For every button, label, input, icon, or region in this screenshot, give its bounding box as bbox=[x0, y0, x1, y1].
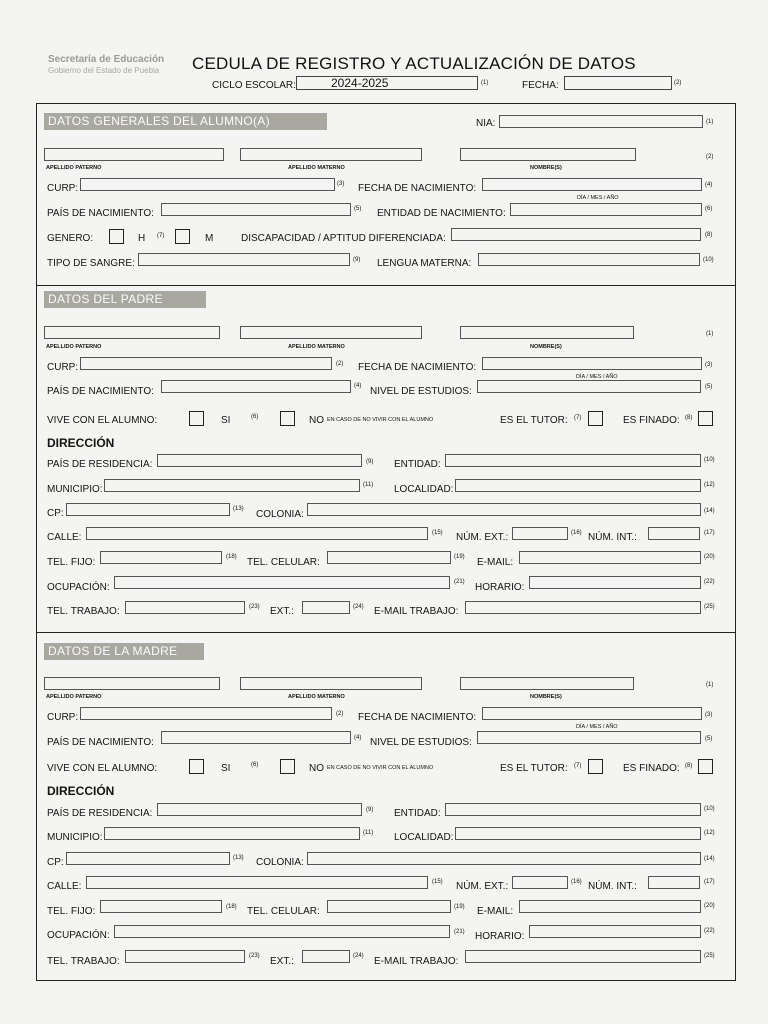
padre-municipio-field[interactable] bbox=[104, 479, 360, 492]
field-number: (5) bbox=[705, 384, 713, 390]
nombres-caption: NOMBRE(S) bbox=[530, 165, 562, 171]
cp-label: CP: bbox=[47, 857, 64, 868]
madre-num-int-field[interactable] bbox=[648, 876, 700, 889]
apellido-materno-caption: APELLIDO MATERNO bbox=[288, 344, 345, 350]
madre-ocupacion-field[interactable] bbox=[114, 925, 450, 938]
alumno-discapacidad-field[interactable] bbox=[451, 228, 701, 241]
fecha-format-caption: DÍA / MES / AÑO bbox=[577, 195, 619, 201]
field-number: (22) bbox=[704, 579, 715, 585]
madre-tel-fijo-field[interactable] bbox=[100, 900, 222, 913]
fecha-nacimiento-label: FECHA DE NACIMIENTO: bbox=[358, 362, 477, 373]
padre-vive-si-checkbox[interactable] bbox=[189, 411, 204, 426]
tel-celular-label: TEL. CELULAR: bbox=[247, 557, 320, 568]
field-number: (1) bbox=[706, 682, 714, 688]
section-divider-madre bbox=[36, 632, 736, 633]
madre-email-trabajo-field[interactable] bbox=[465, 950, 701, 963]
alumno-lengua-materna-field[interactable] bbox=[478, 253, 700, 266]
field-number: (2) bbox=[706, 154, 714, 160]
field-number: (23) bbox=[249, 604, 260, 610]
padre-entidad-field[interactable] bbox=[445, 454, 701, 467]
padre-localidad-field[interactable] bbox=[455, 479, 701, 492]
ciclo-number: (1) bbox=[481, 80, 489, 86]
fecha-field[interactable] bbox=[564, 76, 672, 90]
email-label: E-MAIL: bbox=[477, 557, 514, 568]
pais-residencia-label: PAÍS DE RESIDENCIA: bbox=[47, 808, 153, 819]
email-trabajo-label: E-MAIL TRABAJO: bbox=[374, 956, 459, 967]
padre-es-tutor-checkbox[interactable] bbox=[588, 411, 603, 426]
padre-email-trabajo-field[interactable] bbox=[465, 601, 701, 614]
alumno-section-banner: DATOS GENERALES DEL ALUMNO(A) bbox=[44, 113, 327, 130]
entidad-label: ENTIDAD: bbox=[394, 459, 441, 470]
field-number: (5) bbox=[705, 736, 713, 742]
padre-ext-field[interactable] bbox=[302, 601, 350, 614]
field-number: (12) bbox=[704, 830, 715, 836]
field-number: (21) bbox=[454, 929, 465, 935]
padre-nivel-estudios-field[interactable] bbox=[477, 380, 701, 393]
madre-localidad-field[interactable] bbox=[455, 827, 701, 840]
vive-con-alumno-label: VIVE CON EL ALUMNO: bbox=[47, 763, 158, 774]
num-ext-label: NÚM. EXT.: bbox=[456, 532, 509, 543]
curp-label: CURP: bbox=[47, 712, 79, 723]
alumno-entidad-nacimiento-field[interactable] bbox=[510, 203, 702, 216]
tipo-sangre-label: TIPO DE SANGRE: bbox=[47, 258, 135, 269]
vive-si-label: SI bbox=[221, 763, 231, 774]
madre-horario-field[interactable] bbox=[529, 925, 701, 938]
nivel-estudios-label: NIVEL DE ESTUDIOS: bbox=[370, 386, 472, 397]
field-number: (2) bbox=[336, 711, 344, 717]
apellido-paterno-caption: APELLIDO PATERNO bbox=[46, 344, 102, 350]
madre-municipio-field[interactable] bbox=[104, 827, 360, 840]
genero-h-checkbox[interactable] bbox=[109, 229, 124, 244]
no-vive-caption: EN CASO DE NO VIVIR CON EL ALUMNO bbox=[327, 765, 434, 771]
padre-es-finado-checkbox[interactable] bbox=[698, 411, 713, 426]
padre-pais-residencia-field[interactable] bbox=[157, 454, 362, 467]
field-number: (18) bbox=[226, 554, 237, 560]
pais-residencia-label: PAÍS DE RESIDENCIA: bbox=[47, 459, 153, 470]
vive-con-alumno-label: VIVE CON EL ALUMNO: bbox=[47, 415, 158, 426]
padre-num-ext-field[interactable] bbox=[512, 527, 568, 540]
field-number: (4) bbox=[705, 182, 713, 188]
padre-calle-field[interactable] bbox=[86, 527, 428, 540]
madre-tel-trabajo-field[interactable] bbox=[125, 950, 245, 963]
field-number: (6) bbox=[251, 762, 259, 768]
padre-horario-field[interactable] bbox=[529, 576, 701, 589]
field-number: (17) bbox=[704, 530, 715, 536]
alumno-apellido-materno-field[interactable] bbox=[240, 148, 422, 161]
email-label: E-MAIL: bbox=[477, 906, 514, 917]
section-divider-padre bbox=[36, 285, 736, 286]
padre-section-banner: DATOS DEL PADRE bbox=[44, 291, 206, 308]
field-number: (25) bbox=[704, 604, 715, 610]
field-number: (4) bbox=[354, 383, 362, 389]
colonia-label: COLONIA: bbox=[256, 509, 304, 520]
institution-logo bbox=[48, 54, 198, 75]
field-number: (17) bbox=[704, 879, 715, 885]
field-number: (16) bbox=[571, 530, 582, 536]
ciclo-escolar-label: CICLO ESCOLAR: bbox=[212, 80, 296, 91]
ext-label: EXT.: bbox=[270, 956, 294, 967]
field-number: (1) bbox=[706, 331, 714, 337]
field-number: (13) bbox=[233, 855, 244, 861]
tel-fijo-label: TEL. FIJO: bbox=[47, 557, 96, 568]
field-number: (16) bbox=[571, 879, 582, 885]
tel-trabajo-label: TEL. TRABAJO: bbox=[47, 606, 120, 617]
nia-field[interactable] bbox=[499, 115, 703, 128]
pais-nacimiento-label: PAÍS DE NACIMIENTO: bbox=[47, 208, 154, 219]
madre-pais-nacimiento-field[interactable] bbox=[161, 731, 351, 744]
tel-trabajo-label: TEL. TRABAJO: bbox=[47, 956, 120, 967]
es-finado-label: ES FINADO: bbox=[623, 763, 680, 774]
madre-tel-celular-field[interactable] bbox=[327, 900, 451, 913]
padre-colonia-field[interactable] bbox=[307, 503, 701, 516]
tel-celular-label: TEL. CELULAR: bbox=[247, 906, 320, 917]
genero-m-label: M bbox=[205, 233, 214, 244]
calle-label: CALLE: bbox=[47, 532, 82, 543]
field-number: (9) bbox=[366, 807, 374, 813]
madre-fecha-nacimiento-field[interactable] bbox=[482, 707, 702, 720]
field-number: (21) bbox=[454, 579, 465, 585]
nivel-estudios-label: NIVEL DE ESTUDIOS: bbox=[370, 737, 472, 748]
localidad-label: LOCALIDAD: bbox=[394, 832, 454, 843]
madre-pais-residencia-field[interactable] bbox=[157, 803, 362, 816]
field-number: (19) bbox=[454, 904, 465, 910]
municipio-label: MUNICIPIO: bbox=[47, 832, 103, 843]
madre-es-finado-checkbox[interactable] bbox=[698, 759, 713, 774]
field-number: (15) bbox=[432, 530, 443, 536]
calle-label: CALLE: bbox=[47, 881, 82, 892]
field-number: (18) bbox=[226, 904, 237, 910]
field-number: (4) bbox=[354, 735, 362, 741]
field-number: (9) bbox=[366, 459, 374, 465]
horario-label: HORARIO: bbox=[475, 582, 525, 593]
field-number: (20) bbox=[704, 554, 715, 560]
madre-apellido-materno-field[interactable] bbox=[240, 677, 422, 690]
fecha-number: (2) bbox=[674, 80, 682, 86]
lengua-materna-label: LENGUA MATERNA: bbox=[377, 258, 472, 269]
madre-curp-field[interactable] bbox=[80, 707, 332, 720]
madre-email-field[interactable] bbox=[519, 900, 701, 913]
genero-h-label: H bbox=[138, 233, 146, 244]
email-trabajo-label: E-MAIL TRABAJO: bbox=[374, 606, 459, 617]
field-number: (13) bbox=[233, 506, 244, 512]
madre-es-tutor-checkbox[interactable] bbox=[588, 759, 603, 774]
vive-no-label: NO bbox=[309, 415, 324, 426]
field-number: (14) bbox=[704, 856, 715, 862]
pais-nacimiento-label: PAÍS DE NACIMIENTO: bbox=[47, 737, 154, 748]
no-vive-caption: EN CASO DE NO VIVIR CON EL ALUMNO bbox=[327, 417, 434, 423]
field-number: (8) bbox=[685, 763, 693, 769]
field-number: (15) bbox=[432, 879, 443, 885]
padre-curp-field[interactable] bbox=[80, 357, 332, 370]
madre-vive-si-checkbox[interactable] bbox=[189, 759, 204, 774]
field-number: (11) bbox=[363, 830, 374, 836]
alumno-nombres-field[interactable] bbox=[460, 148, 636, 161]
field-number: (8) bbox=[705, 232, 713, 238]
padre-cp-field[interactable] bbox=[66, 503, 230, 516]
madre-nombres-field[interactable] bbox=[460, 677, 634, 690]
padre-pais-nacimiento-field[interactable] bbox=[161, 380, 351, 393]
field-number: (6) bbox=[705, 206, 713, 212]
localidad-label: LOCALIDAD: bbox=[394, 484, 454, 495]
tel-fijo-label: TEL. FIJO: bbox=[47, 906, 96, 917]
logo-line-1: Secretaría de Educación bbox=[48, 54, 165, 65]
field-number: (10) bbox=[704, 457, 715, 463]
madre-apellido-paterno-field[interactable] bbox=[44, 677, 220, 690]
apellido-materno-caption: APELLIDO MATERNO bbox=[288, 694, 345, 700]
field-number: (11) bbox=[363, 482, 374, 488]
genero-label: GENERO: bbox=[47, 233, 94, 244]
horario-label: HORARIO: bbox=[475, 931, 525, 942]
nia-label: NIA: bbox=[476, 118, 496, 129]
field-number: (7) bbox=[574, 763, 582, 769]
alumno-fecha-nacimiento-field[interactable] bbox=[482, 178, 702, 191]
field-number: (24) bbox=[353, 953, 364, 959]
ciclo-escolar-field[interactable]: 2024-2025 bbox=[296, 76, 478, 90]
vive-no-label: NO bbox=[309, 763, 324, 774]
field-number: (1) bbox=[706, 119, 714, 125]
field-number: (24) bbox=[353, 604, 364, 610]
padre-tel-trabajo-field[interactable] bbox=[125, 601, 245, 614]
field-number: (7) bbox=[574, 415, 582, 421]
apellido-paterno-caption: APELLIDO PATERNO bbox=[46, 165, 102, 171]
fecha-label: FECHA: bbox=[522, 80, 559, 91]
num-ext-label: NÚM. EXT.: bbox=[456, 881, 509, 892]
apellido-materno-caption: APELLIDO MATERNO bbox=[288, 165, 345, 171]
curp-label: CURP: bbox=[47, 362, 79, 373]
alumno-curp-field[interactable] bbox=[80, 178, 335, 191]
pais-nacimiento-label: PAÍS DE NACIMIENTO: bbox=[47, 386, 154, 397]
field-number: (3) bbox=[705, 362, 713, 368]
padre-nombres-field[interactable] bbox=[460, 326, 634, 339]
entidad-label: ENTIDAD: bbox=[394, 808, 441, 819]
field-number: (8) bbox=[685, 415, 693, 421]
nombres-caption: NOMBRE(S) bbox=[530, 694, 562, 700]
madre-section-banner: DATOS DE LA MADRE bbox=[44, 643, 204, 660]
fecha-nacimiento-label: FECHA DE NACIMIENTO: bbox=[358, 183, 477, 194]
padre-fecha-nacimiento-field[interactable] bbox=[482, 357, 702, 370]
field-number: (6) bbox=[251, 414, 259, 420]
ext-label: EXT.: bbox=[270, 606, 294, 617]
es-finado-label: ES FINADO: bbox=[623, 415, 680, 426]
entidad-nacimiento-label: ENTIDAD DE NACIMIENTO: bbox=[377, 208, 506, 219]
padre-ocupacion-field[interactable] bbox=[114, 576, 450, 589]
curp-label: CURP: bbox=[47, 183, 79, 194]
field-number: (10) bbox=[703, 257, 714, 263]
fecha-format-caption: DÍA / MES / AÑO bbox=[576, 374, 618, 380]
madre-num-ext-field[interactable] bbox=[512, 876, 568, 889]
alumno-tipo-sangre-field[interactable] bbox=[138, 253, 350, 266]
field-number: (23) bbox=[249, 953, 260, 959]
field-number: (3) bbox=[705, 712, 713, 718]
nombres-caption: NOMBRE(S) bbox=[530, 344, 562, 350]
field-number: (20) bbox=[704, 903, 715, 909]
es-tutor-label: ES EL TUTOR: bbox=[500, 763, 568, 774]
field-number: (2) bbox=[336, 361, 344, 367]
field-number: (12) bbox=[704, 482, 715, 488]
padre-apellido-materno-field[interactable] bbox=[240, 326, 422, 339]
padre-vive-no-checkbox[interactable] bbox=[280, 411, 295, 426]
alumno-pais-nacimiento-field[interactable] bbox=[161, 203, 351, 216]
fecha-nacimiento-label: FECHA DE NACIMIENTO: bbox=[358, 712, 477, 723]
field-number: (3) bbox=[337, 181, 345, 187]
field-number: (5) bbox=[354, 206, 362, 212]
direccion-heading: DIRECCIÓN bbox=[47, 436, 115, 450]
padre-tel-fijo-field[interactable] bbox=[100, 551, 222, 564]
padre-email-field[interactable] bbox=[519, 551, 701, 564]
fecha-format-caption: DÍA / MES / AÑO bbox=[576, 724, 618, 730]
apellido-paterno-caption: APELLIDO PATERNO bbox=[46, 694, 102, 700]
padre-num-int-field[interactable] bbox=[648, 527, 700, 540]
field-number: (7) bbox=[157, 233, 165, 239]
padre-tel-celular-field[interactable] bbox=[327, 551, 451, 564]
madre-calle-field[interactable] bbox=[86, 876, 428, 889]
field-number: (25) bbox=[704, 953, 715, 959]
madre-ext-field[interactable] bbox=[302, 950, 350, 963]
madre-colonia-field[interactable] bbox=[307, 852, 701, 865]
municipio-label: MUNICIPIO: bbox=[47, 484, 103, 495]
logo-line-2: Gobierno del Estado de Puebla bbox=[48, 66, 160, 75]
field-number: (14) bbox=[704, 508, 715, 514]
ocupacion-label: OCUPACIÓN: bbox=[47, 582, 110, 593]
es-tutor-label: ES EL TUTOR: bbox=[500, 415, 568, 426]
field-number: (9) bbox=[353, 257, 361, 263]
form-title: CEDULA DE REGISTRO Y ACTUALIZACIÓN DE DATOS bbox=[192, 54, 636, 73]
num-int-label: NÚM. INT.: bbox=[588, 881, 637, 892]
alumno-apellido-paterno-field[interactable] bbox=[44, 148, 224, 161]
discapacidad-label: DISCAPACIDAD / APTITUD DIFERENCIADA: bbox=[241, 233, 446, 244]
madre-entidad-field[interactable] bbox=[445, 803, 701, 816]
direccion-heading: DIRECCIÓN bbox=[47, 784, 115, 798]
field-number: (19) bbox=[454, 554, 465, 560]
ocupacion-label: OCUPACIÓN: bbox=[47, 930, 110, 941]
madre-vive-no-checkbox[interactable] bbox=[280, 759, 295, 774]
num-int-label: NÚM. INT.: bbox=[588, 532, 637, 543]
vive-si-label: SI bbox=[221, 415, 231, 426]
genero-m-checkbox[interactable] bbox=[175, 229, 190, 244]
cp-label: CP: bbox=[47, 508, 64, 519]
colonia-label: COLONIA: bbox=[256, 857, 304, 868]
padre-apellido-paterno-field[interactable] bbox=[44, 326, 220, 339]
madre-cp-field[interactable] bbox=[66, 852, 230, 865]
field-number: (22) bbox=[704, 928, 715, 934]
madre-nivel-estudios-field[interactable] bbox=[477, 731, 701, 744]
field-number: (10) bbox=[704, 806, 715, 812]
